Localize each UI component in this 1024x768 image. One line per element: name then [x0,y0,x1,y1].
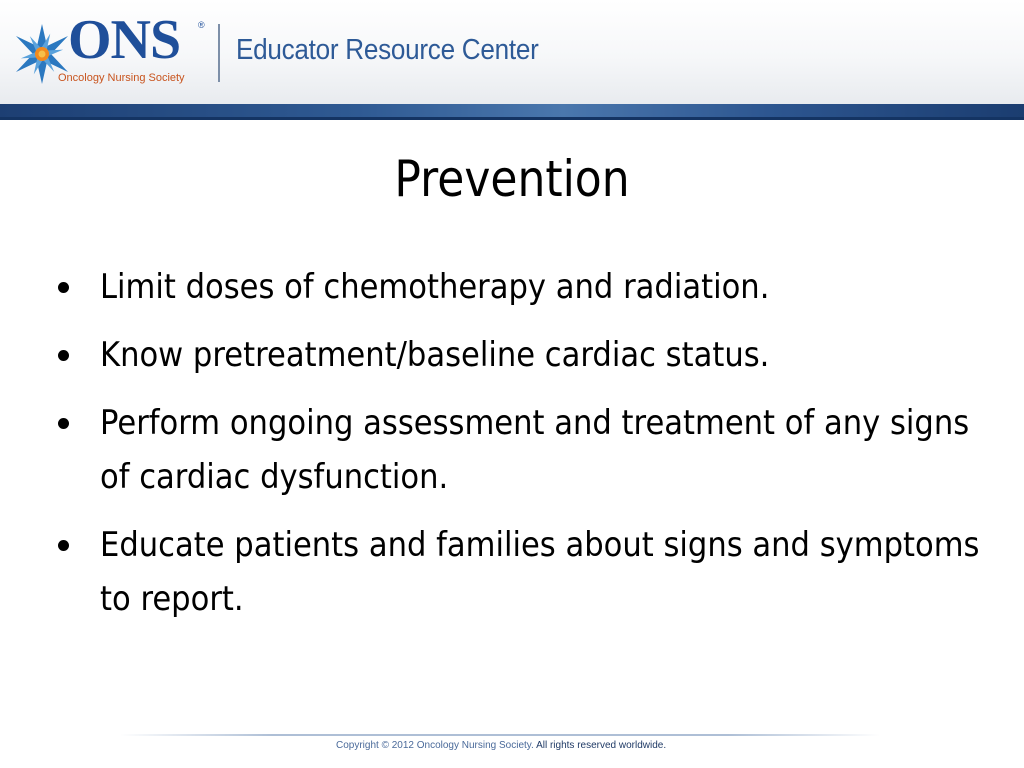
bullet-text: Know pretreatment/baseline cardiac status. [100,335,770,375]
bullet-item [58,260,988,314]
registered-mark: ® [198,20,205,30]
header-title: Educator Resource Center [236,34,539,66]
bullet-text: Educate patients and families about signs and symptoms to report. [100,525,980,619]
bullet-item [58,396,988,504]
footer-copyright [336,740,666,751]
bullet-dot-icon [58,350,69,361]
slide-title: Prevention [394,150,630,208]
bullet-list [58,260,988,640]
copyright-text: Copyright © 2012 Oncology Nursing Society. [336,740,534,751]
bullet-item [58,518,988,626]
header-divider [218,24,220,82]
header-accent-bar [0,104,1024,120]
logo-subtitle: Oncology Nursing Society [58,72,185,84]
bullet-text: Perform ongoing assessment and treatment of any signs of cardiac dysfunction. [100,403,970,497]
header [0,0,1024,104]
footer-divider [120,734,880,736]
bullet-dot-icon [58,282,69,293]
bullet-dot-icon [58,540,69,551]
bullet-item [58,328,988,382]
bullet-text: Limit doses of chemotherapy and radiation. [100,267,770,307]
bullet-dot-icon [58,418,69,429]
ons-logo [12,9,212,92]
logo-wordmark: ONS [68,9,181,71]
rights-text: All rights reserved worldwide. [536,740,667,751]
